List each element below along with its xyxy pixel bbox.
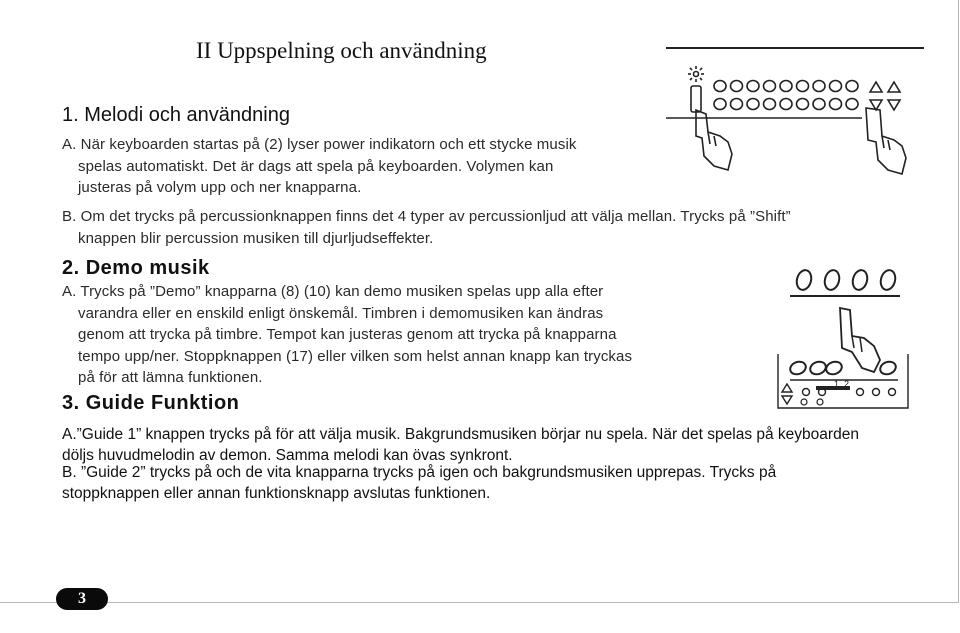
panel-button-icon	[813, 99, 825, 110]
text-line: varandra eller en enskild enligt önskemål. Timbren i demomusiken kan ändras	[78, 304, 604, 322]
panel-button-icon	[764, 81, 776, 92]
panel-button-icon	[780, 99, 792, 110]
text-line: stoppknappen eller annan funktionsknapp avslutas funktionen.	[62, 485, 491, 502]
power-indicator-icon	[688, 66, 704, 112]
panel-button-icon	[731, 99, 743, 110]
text-line: B. ”Guide 2” trycks på och de vita knapparna trycks på igen och bakgrundsmusiken upprepas. Trycks på	[62, 464, 777, 481]
section2-heading: 2. Demo musik	[62, 257, 210, 279]
section3-para-a	[62, 424, 859, 466]
panel-button-icon	[714, 81, 726, 92]
panel-button-icon	[747, 81, 759, 92]
guide-button-1-label: 1	[834, 379, 840, 389]
panel-button-icon	[764, 99, 776, 110]
keyboard-panel-illustration	[662, 44, 924, 180]
panel-button-icon	[797, 99, 809, 110]
text-line: B. Om det trycks på percussionknappen finns det 4 typer av percussionljud att välja mellan. Trycks på ”Shift”	[62, 208, 791, 225]
panel-button-icon	[714, 99, 726, 110]
guide-button-2-label: 2	[844, 379, 850, 389]
text-line: A. När keyboarden startas på (2) lyser power indikatorn och ett stycke musik	[62, 136, 577, 153]
panel-button-icon	[830, 81, 842, 92]
text-line: döljs huvudmelodin av demon. Samma melodi kan övas synkront.	[62, 447, 513, 464]
panel-button-icon	[797, 81, 809, 92]
section1-para-a	[62, 134, 576, 199]
section1-heading: 1. Melodi och användning	[62, 104, 290, 126]
text-line: på för att lämna funktionen.	[78, 369, 263, 386]
panel-button-icon	[846, 99, 858, 110]
text-line: tempo upp/ner. Stoppknappen (17) eller vilken som helst annan knapp kan tryckas	[78, 347, 633, 365]
panel-button-icon	[846, 81, 858, 92]
page-title: II Uppspelning och användning	[196, 38, 487, 63]
panel-button-icon	[830, 99, 842, 110]
demo-buttons-illustration	[776, 268, 912, 412]
section3-para-b	[62, 462, 776, 504]
text-line: genom att trycka på timbre. Tempot kan justeras genom att trycka på knapparna	[78, 326, 617, 343]
section3-heading: 3. Guide Funktion	[62, 392, 240, 414]
text-line: spelas automatiskt. Det är dags att spela på keyboarden. Volymen kan	[78, 157, 554, 175]
panel-button-icon	[813, 81, 825, 92]
section1-para-b	[62, 206, 791, 249]
text-line: A.”Guide 1” knappen trycks på för att välja musik. Bakgrundsmusiken börjar nu spela. När det spelas på keyboarden	[62, 426, 859, 443]
page-number: 3	[56, 588, 108, 610]
text-line: A. Trycks på ”Demo” knapparna (8) (10) kan demo musiken spelas upp alla efter	[62, 283, 604, 300]
panel-button-icon	[747, 99, 759, 110]
section2-para-a	[62, 281, 632, 389]
panel-button-icon	[731, 81, 743, 92]
panel-button-icon	[780, 81, 792, 92]
text-line: justeras på volym upp och ner knapparna.	[78, 179, 362, 196]
text-line: knappen blir percussion musiken till djurljudseffekter.	[78, 229, 434, 247]
